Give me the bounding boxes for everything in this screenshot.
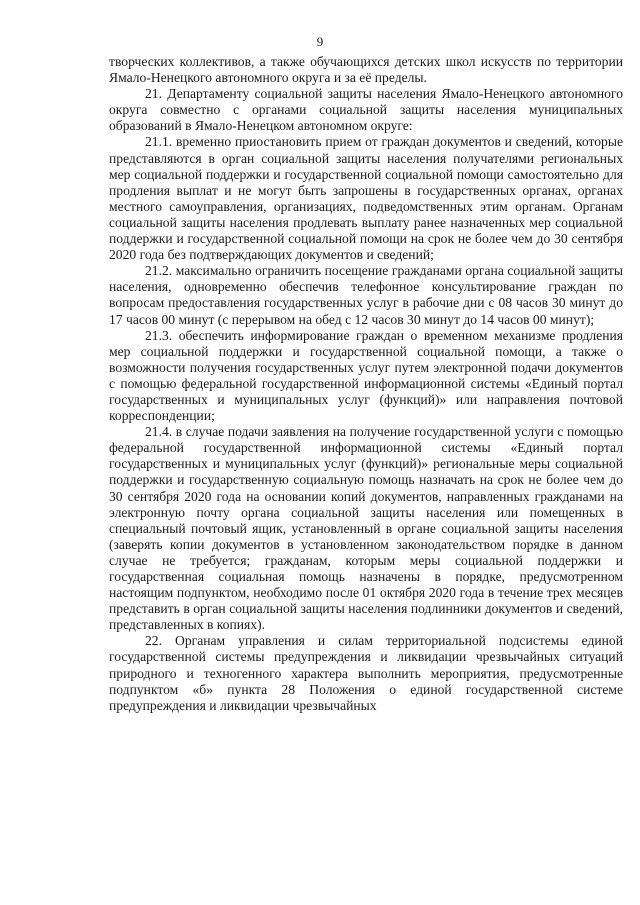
paragraph-continuation: творческих коллективов, а также обучающихся детских школ искусств по территории Ямало-Ненецкого автономного округа и за её пределы. xyxy=(109,54,623,86)
paragraph-item-21: 21. Департаменту социальной защиты населения Ямало-Ненецкого автономного округа совместно с органами социальной защиты населения муниципальных образований в Ямало-Ненецком автономном округе: xyxy=(109,86,623,134)
document-body xyxy=(109,54,623,714)
paragraph-item-21-4: 21.4. в случае подачи заявления на получение государственной услуги с помощью федеральной государственной информационной системы «Единый портал государственных и муниципальных услуг (функций)» региональные меры социальной поддержки и государственную социальную помощь назначать на срок не более чем до 30 сентября 2020 года на основании копий документов, направленных гражданами на электронную почту органа социальной защиты населения или помещенных в специальный почтовый ящик, установленный в органе социальной защиты населения (заверять копии документов в установленном законодательством порядке в данном случае не требуется; гражданам, которым меры социальной поддержки и государственная социальная помощь назначены в порядке, предусмотренном настоящим подпунктом, необходимо после 01 октября 2020 года в течение трех месяцев представить в орган социальной защиты населения подлинники документов и сведений, представленных в копиях). xyxy=(109,424,623,633)
paragraph-item-21-2: 21.2. максимально ограничить посещение гражданами органа социальной защиты населения, одновременно обеспечив телефонное консультирование граждан по вопросам предоставления государственных услуг в рабочие дни с 08 часов 30 минут до 17 часов 00 минут (с перерывом на обед с 12 часов 30 минут до 14 часов 00 минут); xyxy=(109,263,623,327)
page-number: 9 xyxy=(316,34,324,49)
paragraph-item-21-1: 21.1. временно приостановить прием от граждан документов и сведений, которые представляются в орган социальной защиты населения получателями региональных мер социальной поддержки и государственной социальной помощи самостоятельно для продления выплат и не могут быть запрошены в государственных органах, органах местного самоуправления, организациях, подведомственных этим органам. Органам социальной защиты населения продлевать выплату ранее назначенных мер социальной поддержки и государственной социальной помощи на срок не более чем до 30 сентября 2020 года без подтверждающих документов и сведений; xyxy=(109,134,623,263)
paragraph-item-22: 22. Органам управления и силам территориальной подсистемы единой государственной системы предупреждения и ликвидации чрезвычайных ситуаций природного и техногенного характера выполнить мероприятия, предусмотренные подпунктом «б» пункта 28 Положения о единой государственной системе предупреждения и ликвидации чрезвычайных xyxy=(109,633,623,713)
paragraph-item-21-3: 21.3. обеспечить информирование граждан о временном механизме продления мер социальной поддержки и государственной социальной помощи, а также о возможности получения государственных услуг путем электронной подачи документов с помощью федеральной государственной информационной системы «Единый портал государственных и муниципальных услуг (функций)» или направления почтовой корреспонденции; xyxy=(109,327,623,424)
